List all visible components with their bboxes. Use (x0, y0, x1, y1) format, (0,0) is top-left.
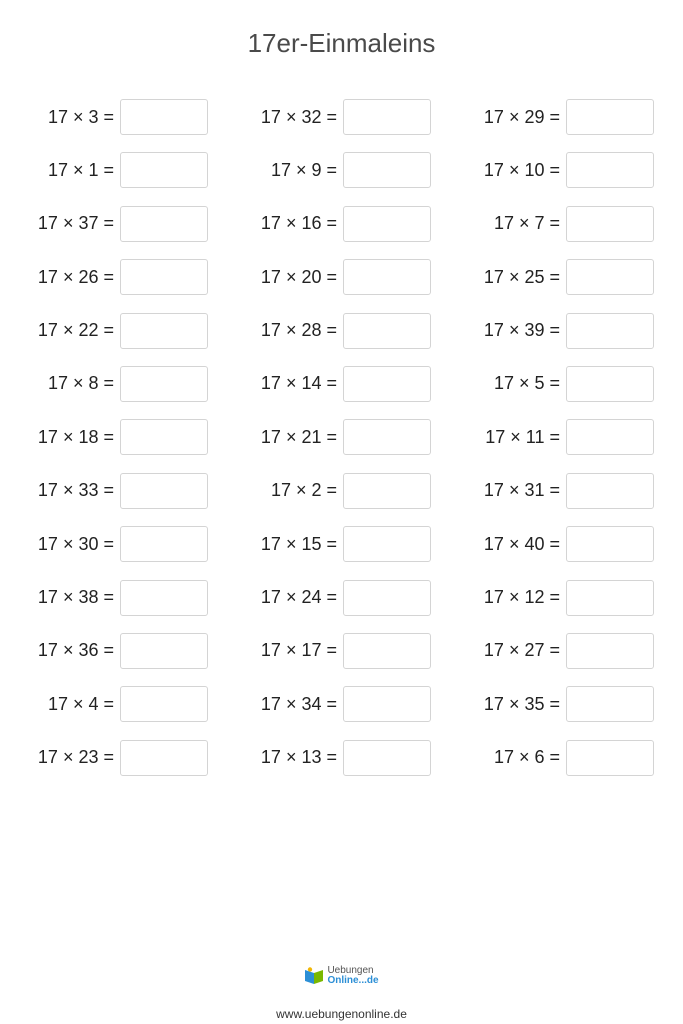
multiplication-problem: 17 × 27 = (483, 640, 560, 661)
answer-box[interactable] (343, 526, 431, 562)
multiplication-problem: 17 × 31 = (483, 480, 560, 501)
answer-box[interactable] (120, 419, 208, 455)
exercise-grid (0, 98, 683, 792)
exercise-item (48, 151, 208, 189)
multiplication-problem: 17 × 40 = (483, 533, 560, 554)
answer-box[interactable] (120, 740, 208, 776)
exercise-item (261, 418, 431, 456)
multiplication-problem: 17 × 22 = (37, 320, 114, 341)
exercise-row (0, 739, 683, 792)
exercise-item (485, 418, 654, 456)
multiplication-problem: 17 × 4 = (47, 693, 114, 714)
multiplication-problem: 17 × 21 = (260, 426, 337, 447)
multiplication-problem: 17 × 13 = (260, 747, 337, 768)
multiplication-problem: 17 × 3 = (47, 106, 114, 127)
exercise-row (0, 98, 683, 151)
exercise-item (261, 739, 431, 777)
multiplication-problem: 17 × 16 = (260, 213, 337, 234)
answer-box[interactable] (566, 206, 654, 242)
multiplication-problem: 17 × 37 = (37, 213, 114, 234)
exercise-item (494, 365, 654, 403)
exercise-item (48, 98, 208, 136)
multiplication-problem: 17 × 6 = (493, 747, 560, 768)
answer-box[interactable] (566, 99, 654, 135)
exercise-row (0, 579, 683, 632)
exercise-item (38, 525, 208, 563)
answer-box[interactable] (343, 313, 431, 349)
answer-box[interactable] (566, 580, 654, 616)
exercise-row (0, 685, 683, 738)
answer-box[interactable] (120, 259, 208, 295)
answer-box[interactable] (566, 473, 654, 509)
exercise-item (484, 151, 654, 189)
multiplication-problem: 17 × 36 = (37, 640, 114, 661)
exercise-item (271, 151, 431, 189)
answer-box[interactable] (566, 686, 654, 722)
exercise-row (0, 365, 683, 418)
logo-text-top: Uebungen (327, 965, 374, 976)
multiplication-problem: 17 × 34 = (260, 693, 337, 714)
multiplication-problem: 17 × 12 = (483, 587, 560, 608)
exercise-item (484, 98, 654, 136)
answer-box[interactable] (343, 740, 431, 776)
multiplication-problem: 17 × 10 = (483, 159, 560, 180)
exercise-row (0, 418, 683, 471)
answer-box[interactable] (343, 259, 431, 295)
multiplication-problem: 17 × 24 = (260, 587, 337, 608)
answer-box[interactable] (566, 366, 654, 402)
multiplication-problem: 17 × 26 = (37, 266, 114, 287)
multiplication-problem: 17 × 32 = (260, 106, 337, 127)
multiplication-problem: 17 × 29 = (483, 106, 560, 127)
footer-logo (0, 966, 683, 990)
answer-box[interactable] (566, 152, 654, 188)
answer-box[interactable] (120, 99, 208, 135)
answer-box[interactable] (120, 473, 208, 509)
multiplication-problem: 17 × 18 = (37, 426, 114, 447)
exercise-item (484, 258, 654, 296)
exercise-item (484, 472, 654, 510)
uebungenonline-logo (304, 966, 378, 986)
exercise-item (484, 312, 654, 350)
answer-box[interactable] (120, 206, 208, 242)
multiplication-problem: 17 × 2 = (270, 480, 337, 501)
multiplication-problem: 17 × 30 = (37, 533, 114, 554)
exercise-row (0, 312, 683, 365)
answer-box[interactable] (566, 740, 654, 776)
exercise-item (38, 312, 208, 350)
exercise-item (261, 365, 431, 403)
answer-box[interactable] (120, 152, 208, 188)
answer-box[interactable] (566, 419, 654, 455)
multiplication-problem: 17 × 15 = (260, 533, 337, 554)
multiplication-problem: 17 × 28 = (260, 320, 337, 341)
exercise-item (38, 739, 208, 777)
answer-box[interactable] (120, 580, 208, 616)
answer-box[interactable] (343, 99, 431, 135)
book-icon (304, 967, 324, 985)
exercise-item (484, 525, 654, 563)
multiplication-problem: 17 × 5 = (493, 373, 560, 394)
multiplication-problem: 17 × 1 = (47, 159, 114, 180)
answer-box[interactable] (120, 526, 208, 562)
answer-box[interactable] (120, 313, 208, 349)
page-title: 17er-Einmaleins (247, 28, 436, 58)
exercise-item (261, 632, 431, 670)
multiplication-problem: 17 × 7 = (493, 213, 560, 234)
exercise-row (0, 151, 683, 204)
exercise-item (261, 98, 431, 136)
answer-box[interactable] (566, 633, 654, 669)
exercise-item (484, 685, 654, 723)
multiplication-problem: 17 × 20 = (260, 266, 337, 287)
multiplication-problem: 17 × 35 = (483, 693, 560, 714)
exercise-item (261, 205, 431, 243)
exercise-item (48, 685, 208, 723)
exercise-item (261, 685, 431, 723)
exercise-row (0, 472, 683, 525)
exercise-item (38, 418, 208, 456)
answer-box[interactable] (343, 686, 431, 722)
answer-box[interactable] (343, 206, 431, 242)
answer-box[interactable] (566, 259, 654, 295)
multiplication-problem: 17 × 33 = (37, 480, 114, 501)
multiplication-problem: 17 × 9 = (270, 159, 337, 180)
multiplication-problem: 17 × 38 = (37, 587, 114, 608)
exercise-row (0, 205, 683, 258)
exercise-row (0, 258, 683, 311)
multiplication-problem: 17 × 23 = (37, 747, 114, 768)
multiplication-problem: 17 × 25 = (483, 266, 560, 287)
exercise-item (494, 205, 654, 243)
answer-box[interactable] (343, 473, 431, 509)
answer-box[interactable] (343, 580, 431, 616)
exercise-row (0, 525, 683, 578)
multiplication-problem: 17 × 8 = (47, 373, 114, 394)
exercise-item (38, 579, 208, 617)
answer-box[interactable] (566, 526, 654, 562)
multiplication-problem: 17 × 39 = (483, 320, 560, 341)
exercise-item (38, 258, 208, 296)
answer-box[interactable] (343, 366, 431, 402)
answer-box[interactable] (566, 313, 654, 349)
exercise-item (484, 632, 654, 670)
exercise-item (261, 579, 431, 617)
exercise-row (0, 632, 683, 685)
multiplication-problem: 17 × 14 = (260, 373, 337, 394)
exercise-item (484, 579, 654, 617)
answer-box[interactable] (343, 152, 431, 188)
logo-text-bottom: Online...de (327, 975, 379, 986)
exercise-item (261, 312, 431, 350)
answer-box[interactable] (343, 633, 431, 669)
exercise-item (261, 258, 431, 296)
answer-box[interactable] (120, 633, 208, 669)
answer-box[interactable] (120, 686, 208, 722)
exercise-item (38, 632, 208, 670)
answer-box[interactable] (120, 366, 208, 402)
exercise-item (38, 472, 208, 510)
multiplication-problem: 17 × 17 = (260, 640, 337, 661)
website-url: www.uebungenonline.de (276, 1007, 407, 1021)
exercise-item (494, 739, 654, 777)
exercise-item (48, 365, 208, 403)
exercise-item (38, 205, 208, 243)
exercise-item (271, 472, 431, 510)
answer-box[interactable] (343, 419, 431, 455)
multiplication-problem: 17 × 11 = (485, 426, 560, 447)
exercise-item (261, 525, 431, 563)
